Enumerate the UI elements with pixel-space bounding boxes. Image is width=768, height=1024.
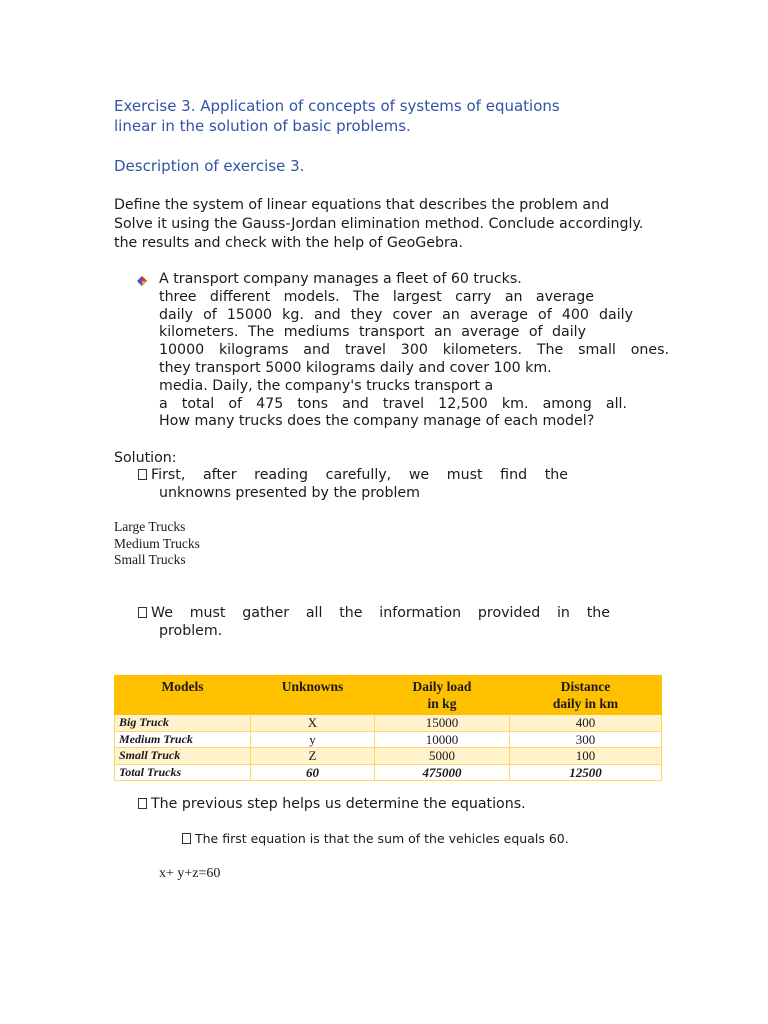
checkbox-glyph-icon — [138, 798, 147, 809]
problem-line-5: 10000 kilograms and travel 300 kilometers. The small ones. — [159, 342, 669, 359]
exercise-title-line-2: linear in the solution of basic problems. — [114, 117, 411, 135]
table-row: Small Truck Z 5000 100 — [115, 748, 662, 765]
solution-label: Solution: — [114, 450, 177, 466]
step-2-line-1: We must gather all the information provided in the — [151, 605, 610, 621]
checkbox-glyph-icon — [138, 607, 147, 618]
table-row: Medium Truck y 10000 300 — [115, 731, 662, 748]
problem-line-3: daily of 15000 kg. and they cover an average of 400 daily — [159, 306, 633, 323]
header-unknowns: Unknowns — [251, 676, 375, 715]
problem-statement — [159, 271, 669, 431]
description-heading: Description of exercise 3. — [114, 157, 305, 175]
table-header-row — [115, 676, 662, 715]
unknowns-list — [114, 519, 200, 569]
checkbox-glyph-icon — [138, 469, 147, 480]
exercise-title-line-1: Exercise 3. Application of concepts of systems of equations — [114, 97, 560, 115]
unknown-large: Large Trucks — [114, 519, 186, 534]
sub-step — [182, 830, 569, 847]
models-table — [114, 675, 662, 781]
table-row: Big Truck X 15000 400 — [115, 715, 662, 732]
step-1-line-1: First, after reading carefully, we must find the — [151, 467, 568, 483]
header-distance: Distance daily in km — [510, 676, 662, 715]
unknown-small: Small Trucks — [114, 552, 186, 567]
intro-line-2: Solve it using the Gauss-Jordan elimination method. Conclude accordingly. — [114, 216, 644, 232]
problem-line-7: media. Daily, the company's trucks transport a — [159, 377, 494, 394]
sub-step-text: The first equation is that the sum of the vehicles equals 60. — [195, 831, 569, 846]
equation-1: x+ y+z=60 — [159, 866, 221, 881]
exercise-title — [114, 96, 734, 136]
header-daily-load: Daily load in kg — [375, 676, 510, 715]
table-row-total: Total Trucks 60 475000 12500 — [115, 764, 662, 781]
solution-step-3 — [138, 795, 526, 814]
unknown-medium: Medium Trucks — [114, 535, 200, 551]
checkbox-glyph-icon — [182, 833, 191, 844]
intro-paragraph — [114, 196, 714, 253]
problem-line-6: they transport 5000 kilograms daily and cover 100 km. — [159, 359, 552, 376]
step-1-line-2: unknowns presented by the problem — [159, 484, 420, 501]
intro-line-3: the results and check with the help of GeoGebra. — [114, 235, 464, 251]
solution-step-2 — [138, 605, 610, 641]
solution-step-1 — [138, 467, 568, 503]
problem-line-4: kilometers. The mediums transport an average of daily — [159, 324, 586, 341]
intro-line-1: Define the system of linear equations that describes the problem and — [114, 197, 610, 213]
step-3-text: The previous step helps us determine the equations. — [151, 796, 526, 812]
step-2-line-2: problem. — [159, 622, 223, 639]
header-models: Models — [115, 676, 251, 715]
problem-line-1: A transport company manages a fleet of 60 trucks. — [159, 271, 522, 287]
diamond-bullet-icon — [136, 275, 148, 287]
problem-line-2: three different models. The largest carry an average — [159, 288, 594, 305]
problem-line-8: a total of 475 tons and travel 12,500 km. among all. — [159, 395, 627, 412]
problem-line-9: How many trucks does the company manage of each model? — [159, 413, 595, 430]
